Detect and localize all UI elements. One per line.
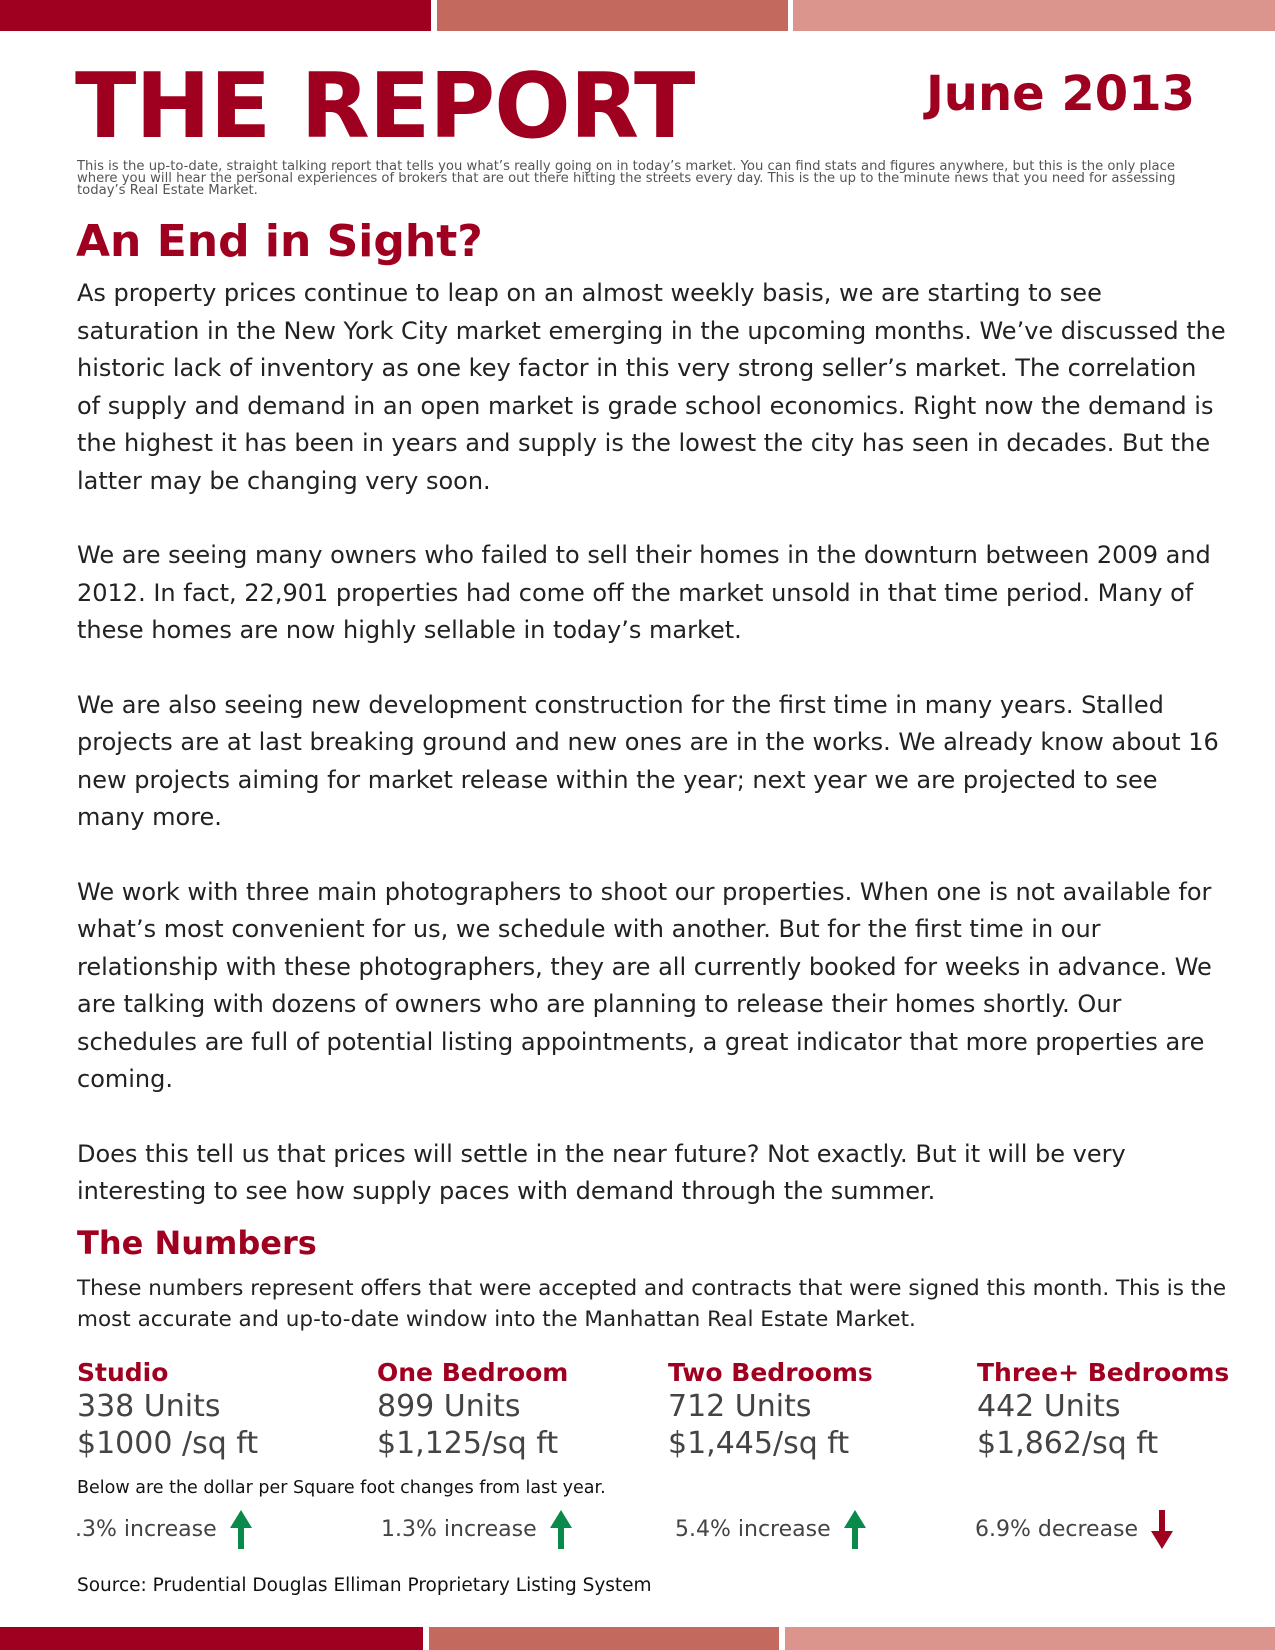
- stat-one-bedroom: [377, 1358, 568, 1462]
- stat-units: 442 Units: [977, 1389, 1121, 1424]
- stat-price: $1,862/sq ft: [977, 1426, 1159, 1461]
- stat-three-plus-bedrooms: [977, 1358, 1229, 1462]
- article-paragraph: Does this tell us that prices will settle in the near future? Not exactly. But it will be very interesting to see how supply paces with demand through the summer.: [77, 1139, 1126, 1205]
- stat-units: 712 Units: [668, 1389, 812, 1424]
- stat-price: $1,445/sq ft: [668, 1426, 850, 1461]
- change-studio: [75, 1508, 253, 1550]
- top-color-bar: [0, 0, 1275, 31]
- article-paragraph: We are seeing many owners who failed to sell their homes in the downturn between 2009 and 2012. In fact, 22,901 properties had come off the market unsold in that time period. Many of these homes are now highly sellable in today’s market.: [77, 541, 1211, 644]
- report-title: THE REPORT: [75, 54, 695, 159]
- stat-units: 899 Units: [377, 1389, 521, 1424]
- stat-price: $1000 /sq ft: [77, 1426, 259, 1461]
- article-body: [77, 275, 1227, 1248]
- stat-price: $1,125/sq ft: [377, 1426, 559, 1461]
- article-paragraph: As property prices continue to leap on an almost weekly basis, we are starting to see saturation in the New York City market emerging in the upcoming months. We’ve discussed the historic lack of inventory as one key factor in this very strong seller’s market. The correlation of supply and demand in an open market is grade school economics. Right now the demand is the highest it has been in years and supply is the lowest the city has seen in decades. But the latter may be changing very soon.: [77, 279, 1226, 495]
- article-paragraph: We are also seeing new development construction for the first time in many years. Stalled projects are at last breaking ground and new ones are in the works. We already know about 16 new projects aiming for market release within the year; next year we are projected to see many more.: [77, 690, 1219, 831]
- stat-category: Two Bedrooms: [668, 1358, 873, 1387]
- bar-segment-mid: [437, 0, 788, 31]
- bar-segment-dark: [0, 1627, 423, 1650]
- article-paragraph: We work with three main photographers to shoot our properties. When one is not available for what’s most convenient for us, we schedule with another. But for the first time in our relationship with these photographers, they are all currently booked for weeks in advance. We are talking with dozens of owners who are planning to release their homes shortly. Our schedules are full of potential listing appointments, a great indicator that more properties are coming.: [77, 877, 1212, 1093]
- report-date: June 2013: [925, 66, 1195, 122]
- article-heading: An End in Sight?: [76, 216, 483, 267]
- bottom-color-bar: [0, 1627, 1275, 1650]
- arrow-up-icon: [843, 1508, 867, 1550]
- change-text: 6.9% decrease: [975, 1516, 1139, 1542]
- bar-segment-light: [785, 1627, 1275, 1650]
- source-note: Source: Prudential Douglas Elliman Proprietary Listing System: [77, 1575, 652, 1596]
- change-one-bedroom: [381, 1508, 573, 1550]
- bar-segment-dark: [0, 0, 431, 31]
- change-text: 1.3% increase: [381, 1516, 537, 1542]
- stat-units: 338 Units: [77, 1389, 221, 1424]
- numbers-intro: These numbers represent offers that were accepted and contracts that were signed this month. This is the most accurate and up-to-date window into the Manhattan Real Estate Market.: [77, 1276, 1227, 1332]
- change-three-plus-bedrooms: [975, 1508, 1174, 1550]
- changes-label: Below are the dollar per Square foot changes from last year.: [77, 1478, 606, 1498]
- stat-category: Three+ Bedrooms: [977, 1358, 1230, 1387]
- change-text: 5.4% increase: [675, 1516, 831, 1542]
- bar-segment-mid: [429, 1627, 779, 1650]
- stat-category: Studio: [77, 1358, 169, 1387]
- report-intro: This is the up-to-date, straight talking report that tells you what’s really going on in today’s market. You can find stats and figures anywhere, but this is the only place where you will hear the personal experiences of brokers that are out there hitting the streets every day. This is the up to the minute news that you need for assessing today’s Real Estate Market.: [77, 159, 1176, 198]
- bar-segment-light: [793, 0, 1275, 31]
- arrow-up-icon: [229, 1508, 253, 1550]
- change-text: .3% increase: [75, 1516, 217, 1542]
- arrow-up-icon: [549, 1508, 573, 1550]
- stat-category: One Bedroom: [377, 1358, 569, 1387]
- numbers-heading: The Numbers: [77, 1224, 317, 1262]
- arrow-down-icon: [1150, 1508, 1174, 1550]
- stat-studio: [77, 1358, 258, 1462]
- change-two-bedrooms: [675, 1508, 867, 1550]
- stat-two-bedrooms: [668, 1358, 873, 1462]
